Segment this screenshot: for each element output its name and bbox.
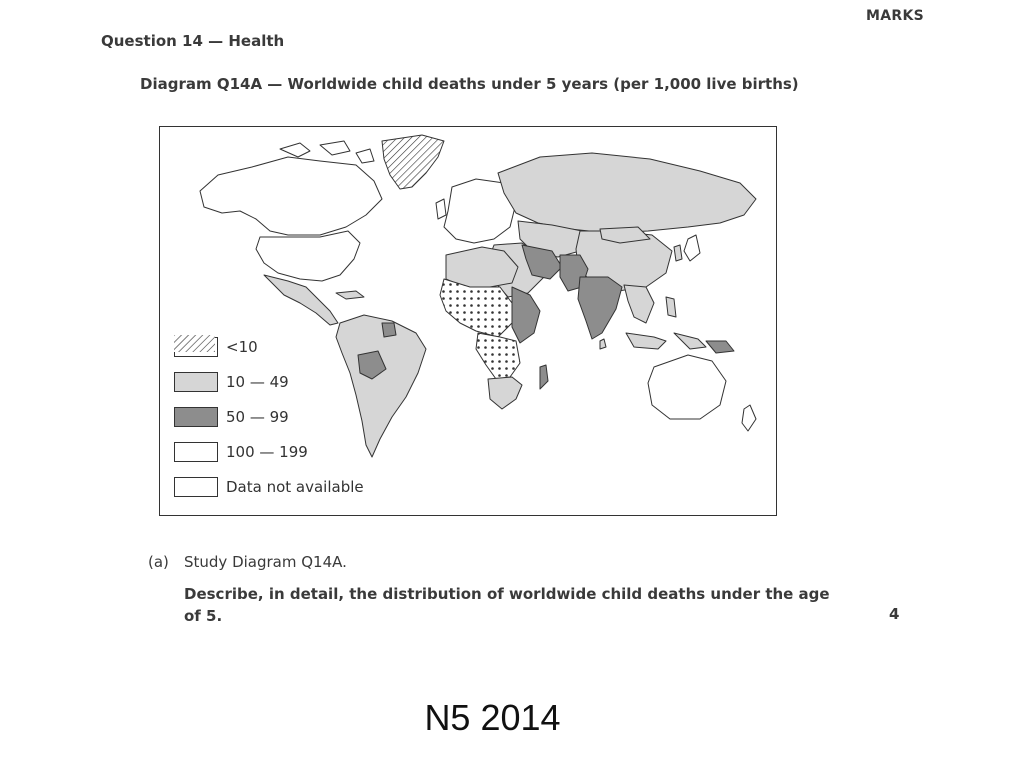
legend-label: 100 — 199 (226, 443, 308, 461)
legend-swatch-dark-grey (174, 407, 218, 427)
legend-label: <10 (226, 338, 258, 356)
region-papua (706, 341, 734, 353)
legend-item-100-199 (174, 440, 364, 464)
region-central-america (264, 275, 338, 325)
region-australia (648, 355, 726, 419)
region-guyana (382, 323, 396, 337)
part-a-marks: 4 (889, 605, 900, 623)
world-map-figure (159, 126, 777, 516)
footer-caption: N5 2014 (424, 697, 561, 738)
region-madagascar (540, 365, 548, 389)
part-a-label: (a) (148, 553, 169, 571)
legend-swatch-hatched (174, 477, 218, 497)
part-a-instruction: Study Diagram Q14A. (184, 553, 347, 571)
region-usa (256, 231, 360, 281)
region-philippines (666, 297, 676, 317)
region-north-america-north (200, 157, 382, 235)
diagram-title: Diagram Q14A — Worldwide child deaths under 5 years (per 1,000 live births) (140, 75, 799, 93)
marks-header: MARKS (866, 8, 924, 24)
map-legend (174, 335, 364, 499)
region-southeast-asia (624, 285, 654, 323)
legend-swatch-dotted (174, 442, 218, 462)
region-new-zealand (742, 405, 756, 431)
region-russia (498, 153, 756, 233)
region-central-africa (476, 333, 520, 379)
region-greenland (382, 135, 444, 189)
region-korea (674, 245, 682, 261)
legend-label: Data not available (226, 478, 364, 496)
part-a-prompt: Describe, in detail, the distribution of worldwide child deaths under the age of 5. (184, 585, 830, 625)
region-indonesia (626, 333, 706, 349)
question-title: Question 14 — Health (101, 32, 285, 50)
legend-item-no-data (174, 475, 364, 499)
legend-item-50-99 (174, 405, 364, 429)
region-southern-africa (488, 377, 522, 409)
region-sri-lanka (600, 339, 606, 349)
region-caribbean (336, 291, 364, 299)
legend-label: 10 — 49 (226, 373, 289, 391)
region-uk (436, 199, 446, 219)
legend-label: 50 — 99 (226, 408, 289, 426)
region-east-africa (512, 287, 540, 343)
legend-item-10-49 (174, 370, 364, 394)
region-japan (684, 235, 700, 261)
legend-swatch-light-grey (174, 372, 218, 392)
region-india (578, 277, 622, 339)
